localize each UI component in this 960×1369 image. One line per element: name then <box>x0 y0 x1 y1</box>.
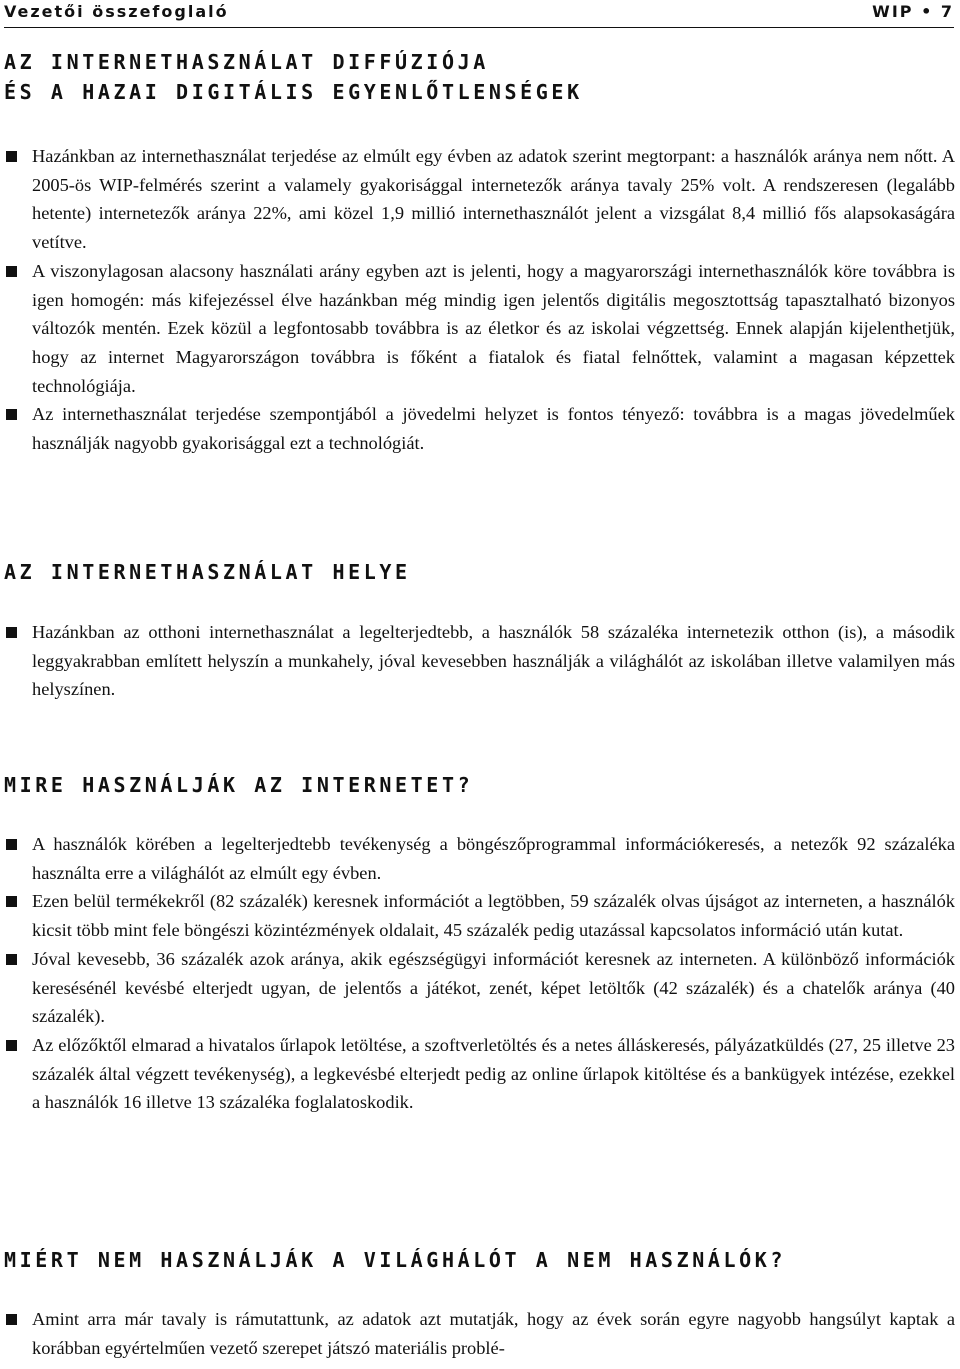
list-item-text: Az előzőktől elmarad a hivatalos űrlapok letöltése, a szoftverletöltés és a netes álláskeresés, pályázatküldés (27, 25 illetve 23 százalék által végzett tevékenység), a legkevésbé elterjedt pedig az online űrlapok kitöltése és a bankügyek intézése, ezekkel a használók 16 illetve 13 százaléka foglalatoskodik. <box>32 1034 955 1113</box>
square-bullet-icon <box>6 409 17 420</box>
heading-line: MIRE HASZNÁLJÁK AZ INTERNETET? <box>4 773 474 797</box>
list-item-text: A használók körében a legelterjedtebb tevékenység a böngészőprogrammal információkeresés, a netezők 92 százaléka használta erre a világhálót az elmúlt egy évben. <box>32 834 955 883</box>
list-item <box>0 1305 955 1362</box>
running-header <box>4 0 954 26</box>
square-bullet-icon <box>6 839 17 850</box>
list-item-text: Az internethasználat terjedése szempontjából a jövedelmi helyzet is fontos tényező: továbbra is a magas jövedelműek használják nagyobb gyakorisággal ezt a technológiát. <box>32 404 955 454</box>
square-bullet-icon <box>6 1314 17 1325</box>
list-item <box>0 1031 955 1117</box>
bullet-list-usage <box>0 830 955 1117</box>
list-item <box>0 257 955 401</box>
section-heading-location <box>4 557 411 587</box>
list-item-text: A viszonylagosan alacsony használati arány egyben azt is jelenti, hogy a magyarországi internethasználók köre továbbra is igen homogén: más kifejezéssel élve hazánkban még mindig igen jelentős digitális megosztottság tapasztalható bizonyos változók mentén. Ezek közül a legfontosabb továbbra is az életkor és az iskolai végzettség. Ennek alapján kijelenthetjük, hogy az internet Magyarországon továbbra is főként a fiatalok és fiatal felnőttek, valamint a magasan képzettek technológiája. <box>32 260 955 396</box>
list-item-text: Jóval kevesebb, 36 százalék azok aránya, akik egészségügyi információt keresnek az interneten. A különböző információk keresésénél kevésbé elterjedt ugyan, de jelentős a játékot, zenét, képet letöltők (42 százalék) és a chatelők aránya (40 százalék). <box>32 948 955 1027</box>
list-item-text: Hazánkban az internethasználat terjedése az elmúlt egy évben az adatok szerint megtorpant: a használók aránya nem nőtt. A 2005-ös WIP-felmérés szerint a valamely gyakorisággal internetezők aránya tavaly 25% volt. A rendszeresen (legalább hetente) internetezők aránya 22%, ami közel 1,9 millió internethasználót jelent a vizsgálat 8,4 millió fős alapsokaságára vetítve. <box>32 146 955 253</box>
heading-line: AZ INTERNETHASZNÁLAT DIFFÚZIÓJA <box>4 50 489 74</box>
square-bullet-icon <box>6 1040 17 1051</box>
square-bullet-icon <box>6 151 17 162</box>
heading-line: MIÉRT NEM HASZNÁLJÁK A VILÁGHÁLÓT A NEM HASZNÁLÓK? <box>4 1248 787 1272</box>
list-item <box>0 400 955 457</box>
section-heading-usage <box>4 770 473 800</box>
list-item <box>0 142 955 257</box>
list-item-text: Hazánkban az otthoni internethasználat a legelterjedtebb, a használók 58 százaléka internetezik otthon (is), a második leggyakrabban említett helyszín a munkahely, jóval kevesebben használják a világhálót az iskolában illetve valamilyen más helyszínen. <box>32 622 955 700</box>
list-item-text: Ezen belül termékekről (82 százalék) keresnek információt a legtöbben, 59 százalék olvas újságot az interneten, a használók kicsit több mint fele böngészi közintézmények oldalait, 45 százalék pedig utazással kapcsolatos információ után kutat. <box>32 891 955 941</box>
list-item <box>0 887 955 944</box>
square-bullet-icon <box>6 627 17 638</box>
square-bullet-icon <box>6 896 17 907</box>
bullet-list-location <box>0 618 955 704</box>
list-item-text: Amint arra már tavaly is rámutattunk, az adatok azt mutatják, hogy az évek során egyre nagyobb hangsúlyt kaptak a korábban egyértelműen vezető szerepet játszó materiális problé- <box>32 1309 955 1358</box>
heading-line: ÉS A HAZAI DIGITÁLIS EGYENLŐTLENSÉGEK <box>4 80 583 104</box>
list-item <box>0 618 955 704</box>
header-page-label: WIP • 7 <box>872 2 954 21</box>
section-heading-non-users <box>4 1245 786 1275</box>
section-heading-diffusion <box>4 47 583 107</box>
header-section-title: Vezetői összefoglaló <box>4 2 229 21</box>
bullet-list-diffusion <box>0 142 955 458</box>
heading-line: AZ INTERNETHASZNÁLAT HELYE <box>4 560 411 584</box>
header-rule <box>4 27 954 28</box>
list-item <box>0 945 955 1031</box>
bullet-list-non-users <box>0 1305 955 1362</box>
square-bullet-icon <box>6 266 17 277</box>
list-item <box>0 830 955 887</box>
square-bullet-icon <box>6 954 17 965</box>
